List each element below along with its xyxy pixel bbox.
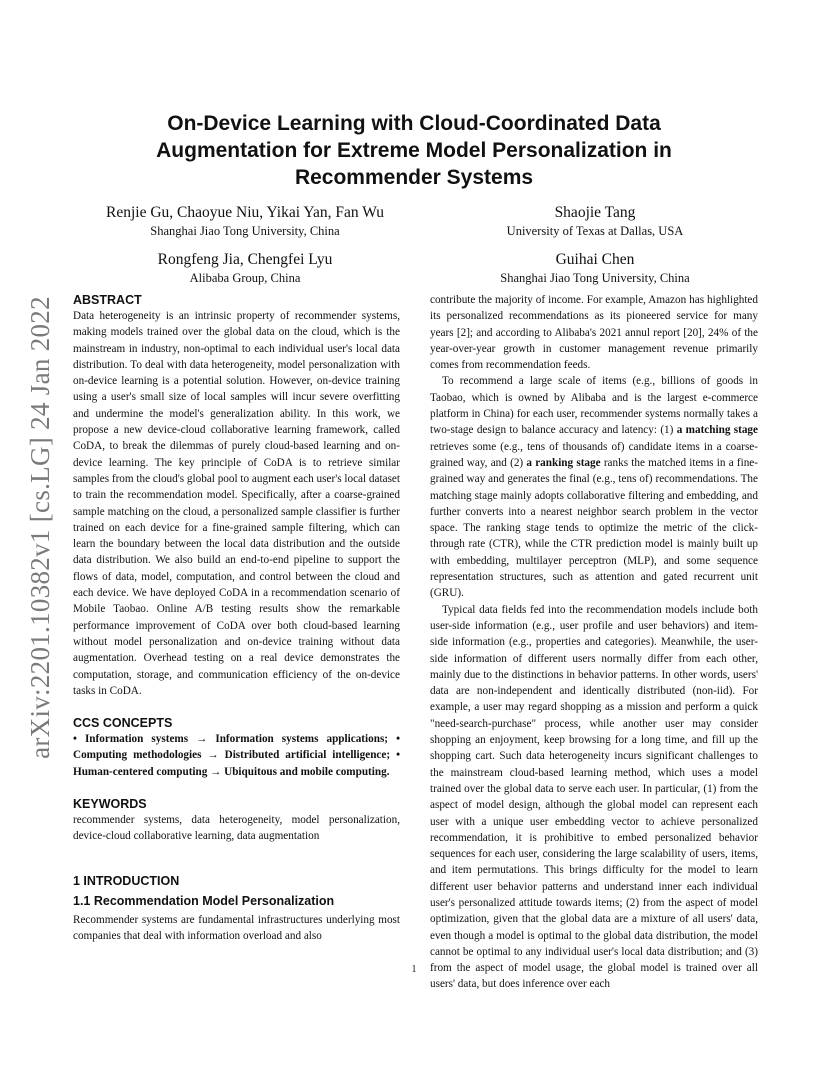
keywords-text: recommender systems, data heterogeneity, model personalization, device-cloud collaborative learning, data augmentation: [73, 814, 400, 843]
author-names: Rongfeng Jia, Chengfei Lyu: [157, 251, 333, 268]
ccs-heading: CCS CONCEPTS: [73, 716, 173, 731]
author-affiliation: Alibaba Group, China: [189, 271, 301, 285]
subsection-heading-personalization: 1.1 Recommendation Model Personalization: [73, 893, 335, 908]
page-number: 1: [411, 964, 417, 975]
author-affiliation: Shanghai Jiao Tong University, China: [150, 224, 340, 238]
author-names: Shaojie Tang: [554, 204, 636, 221]
ccs-text: • Information systems → Information systems applications; • Computing methodologies → Distributed artificial intelligence; • Human-centered computing → Ubiquitous and mobile computing.: [73, 733, 400, 778]
arxiv-identifier: [20, 292, 60, 762]
author-names: Renjie Gu, Chaoyue Niu, Yikai Yan, Fan Wu: [106, 204, 384, 221]
author-block-utd: [430, 203, 760, 239]
author-affiliation: University of Texas at Dallas, USA: [506, 224, 684, 238]
author-names: Guihai Chen: [555, 251, 635, 268]
title-line-3: Recommender Systems: [294, 166, 534, 189]
intro-paragraph-2: To recommend a large scale of items (e.g., billions of goods in Taobao, which is owned by Alibaba and is the largest e-commerce platform in China) for each user, recommender systems normally takes a two-stage design to balance accuracy and latency: (1) a matching stage retrieves some (e.g., tens of thousands of) candidate items in a coarse-grained way, and (2) a ranking stage ranks the matched items in a fine-grained way and generates the final (e.g., tens of) recommendations. The matching stage mainly adopts collaborative filtering and embedding, and further converts into a nearest neighbor search problem in the vector space. The ranking stage tends to optimize the metric of the click-through rate (CTR), while the CTR prediction model is mainly built up with embedding, multilayer perceptron (MLP), and some sequence representation structures, such as attention and gated recurrent unit (GRU).: [430, 375, 759, 600]
ranking-stage-term: a ranking stage: [526, 456, 601, 469]
author-block-sjtu-2: [430, 250, 760, 286]
matching-stage-term: a matching stage: [676, 424, 758, 437]
keywords-heading: KEYWORDS: [73, 797, 147, 812]
author-block-alibaba: [80, 250, 410, 286]
abstract-heading: ABSTRACT: [73, 293, 142, 307]
section-heading-introduction: 1 INTRODUCTION: [73, 873, 180, 888]
abstract-text: Data heterogeneity is an intrinsic property of recommender systems, making models trained over the global data on the cloud, which is the mainstream in industry, non-optimal to each individual user's local data distribution. To deal with data heterogeneity, model personalization with on-device learning is a potential solution. However, on-device training using a user's small size of local samples will incur severe overfitting and undermine the model's generalization ability. In this work, we propose a new device-cloud collaborative learning framework, called CoDA, to break the dilemmas of purely cloud-based learning and on-device learning. The key principle of CoDA is to retrieve similar samples from the cloud's global pool to augment each user's local dataset to train the recommendation model. Specifically, after a coarse-grained sample matching on the cloud, a personalized sample classifier is further trained on each device for a fine-grained sample filtering, which can learn the boundary between the local data distribution and the outside data distribution. We also build an end-to-end pipeline to support the flows of data, model, computation, and control between the cloud and each device. We have deployed CoDA in a recommendation scenario of Mobile Taobao. Online A/B testing results show the remarkable performance improvement of CoDA over both cloud-based learning without model personalization and on-device training without data augmentation. Overhead testing on a real device demonstrates the computation, storage, and communication efficiency of the on-device tasks in CoDA.: [73, 310, 400, 697]
intro-paragraph-3: Typical data fields fed into the recommendation models include both user-side information (e.g., user profile and user behaviors) and item-side information (e.g., properties and categories). Meanwhile, the user-side information of different users normally differ from each other, mainly due to the distinctions in behavior patterns. In other words, users' data are non-independent and identically distributed (non-iid). For example, a user may regard shopping as a mission and perform a quick "need-search-purchase" process, while another user may consider shopping an enjoyment, keep browsing for a long time, and fill up the shopping cart. Such data heterogeneity incurs significant challenges to the mainstream cloud-based learning method, which uses a model trained over the global data to serve each user. In particular, (1) from the aspect of model design, although the global model can represent each user with a unique user embedding vector to achieve personalized recommendation, it is prohibitive to embed personalized behavior sequences for each user, considering the large scalability of users, items, and item permutations. This brings difficulty for the model to learn different user behavior patterns and understand inner each individual user's personalized attitude towards items; (2) from the aspect of model optimization, given that the global data are a mixture of all users' data, even though a model is optimal to the global data distribution, the model cannot be optimal to any individual user's local data distribution; and (3) from the aspect of model usage, the global model is trained over all users' data, but does inference over each: [430, 603, 758, 991]
left-column: [73, 292, 400, 944]
author-affiliation: Shanghai Jiao Tong University, China: [500, 271, 690, 285]
intro-text: Recommender systems are fundamental infrastructures underlying most companies that deal with information overload and also: [73, 913, 400, 942]
title-line-2: Augmentation for Extreme Model Personalization in: [156, 139, 672, 162]
title-line-1: On-Device Learning with Cloud-Coordinated Data: [167, 112, 661, 135]
paper-title: [90, 110, 738, 191]
right-column: [430, 292, 758, 993]
arxiv-identifier-text: arXiv:2201.10382v1 [cs.LG] 24 Jan 2022: [24, 295, 55, 759]
author-block-sjtu: [80, 203, 410, 239]
intro-paragraph-1: contribute the majority of income. For example, Amazon has highlighted its personalized recommendations as its pioneered service for many years [2]; and according to Alibaba's 2021 annul report [20], 24% of the year-over-year growth in customer management revenue primarily comes from recommendation feeds.: [430, 294, 758, 372]
